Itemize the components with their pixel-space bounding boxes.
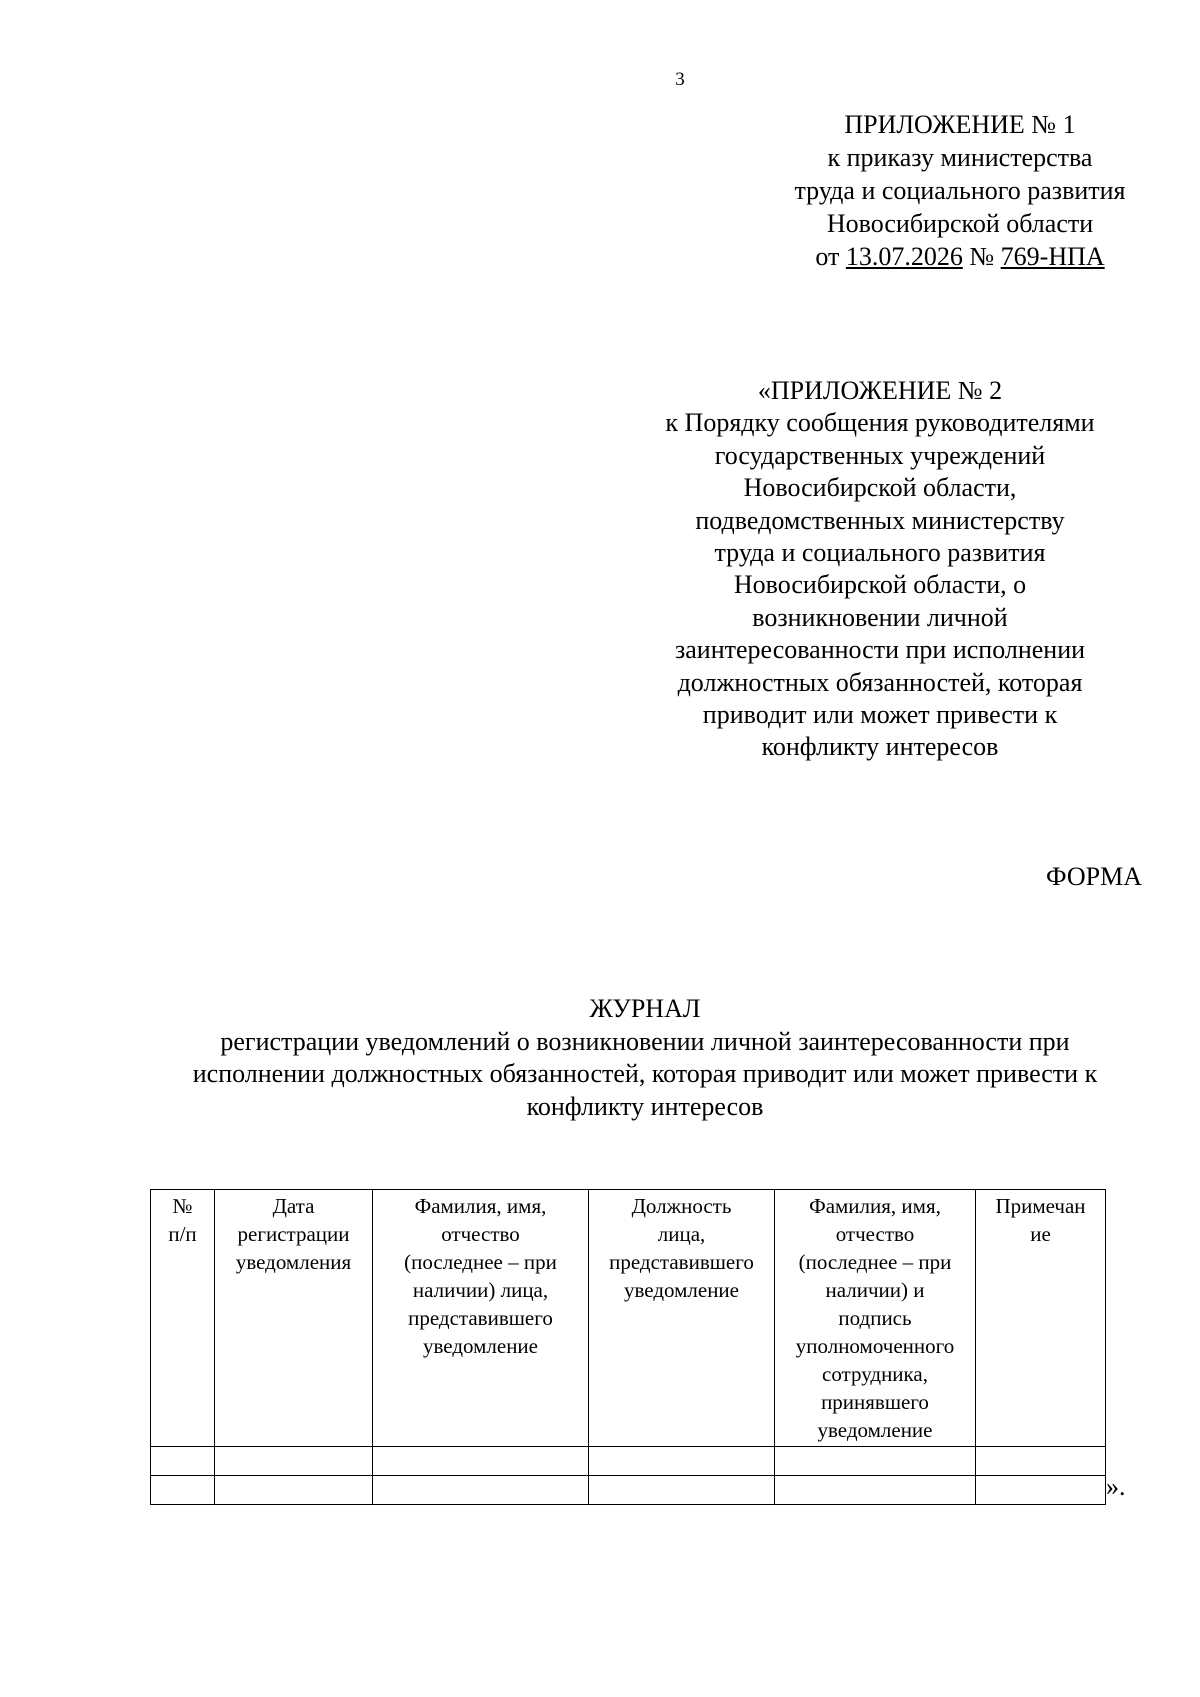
appendix-2-line: подведомственных министерству [695, 505, 1065, 535]
order-date: 13.07.2026 [845, 242, 963, 271]
table-cell [775, 1447, 976, 1476]
table-cell [976, 1447, 1106, 1476]
form-label: ФОРМА [1046, 862, 1142, 891]
table-cell [589, 1476, 775, 1505]
date-prefix: от [815, 242, 846, 271]
closing-quote: ». [1106, 1472, 1126, 1501]
appendix-1-date-line [680, 240, 1200, 273]
table-cell [215, 1476, 373, 1505]
appendix-2-line: труда и социального развития [714, 538, 1046, 568]
header-submitter-name: Фамилия, имя, отчество (последнее – при наличии) лица, представившего уведомление [373, 1190, 589, 1447]
table-row [151, 1476, 1106, 1505]
appendix-2-line: к Порядку сообщения руководителями [665, 408, 1095, 438]
appendix-1-title: ПРИЛОЖЕНИЕ № 1 [844, 110, 1076, 139]
order-number: 769-НПА [1000, 242, 1105, 271]
table-cell [976, 1476, 1106, 1505]
appendix-2-line: конфликту интересов [761, 732, 999, 762]
table-cell [151, 1447, 215, 1476]
table-cell [151, 1476, 215, 1505]
register-table-wrapper [150, 1189, 1106, 1505]
page-number: 3 [675, 69, 685, 90]
register-table [150, 1189, 1106, 1505]
journal-subtitle-line: регистрации уведомлений о возникновении личной заинтересованности при [220, 1026, 1070, 1056]
appendix-2-line: Новосибирской области, [743, 473, 1017, 503]
header-receiver-name-signature: Фамилия, имя, отчество (последнее – при наличии) и подпись уполномоченного сотрудника, принявшего уведомление [775, 1190, 976, 1447]
table-cell [215, 1447, 373, 1476]
appendix-2-line: должностных обязанностей, которая [677, 667, 1083, 697]
table-cell [373, 1447, 589, 1476]
table-row [151, 1447, 1106, 1476]
header-number: № п/п [151, 1190, 215, 1447]
appendix-1-line-3: труда и социального развития [794, 176, 1126, 205]
appendix-2-line: возникновении личной [752, 602, 1008, 632]
appendix-2-line: государственных учреждений [714, 440, 1046, 470]
appendix-2-line: Новосибирской области, о [733, 570, 1027, 600]
number-prefix: № [962, 242, 1001, 271]
appendix-2-line: приводит или может привести к [702, 700, 1058, 730]
journal-subtitle-line: конфликту интересов [526, 1091, 764, 1121]
journal-heading [0, 993, 1200, 1123]
header-submitter-position: Должность лица, представившего уведомление [589, 1190, 775, 1447]
journal-subtitle-line: исполнении должностных обязанностей, которая приводит или может привести к [192, 1059, 1098, 1088]
table-cell [589, 1447, 775, 1476]
header-note: Примечан ие [976, 1190, 1106, 1447]
table-cell [373, 1476, 589, 1505]
header-registration-date: Дата регистрации уведомления [215, 1190, 373, 1447]
table-body [151, 1447, 1106, 1505]
appendix-1-line-4: Новосибирской области [826, 209, 1094, 238]
appendix-1-header [680, 108, 1200, 273]
appendix-2-line: заинтересованности при исполнении [674, 635, 1086, 665]
table-cell [775, 1476, 976, 1505]
journal-title: ЖУРНАЛ [589, 994, 701, 1023]
appendix-2-line: «ПРИЛОЖЕНИЕ № 2 [757, 376, 1003, 405]
table-header-row [151, 1190, 1106, 1447]
appendix-1-line-2: к приказу министерства [827, 143, 1093, 172]
appendix-2-header [640, 375, 1120, 764]
